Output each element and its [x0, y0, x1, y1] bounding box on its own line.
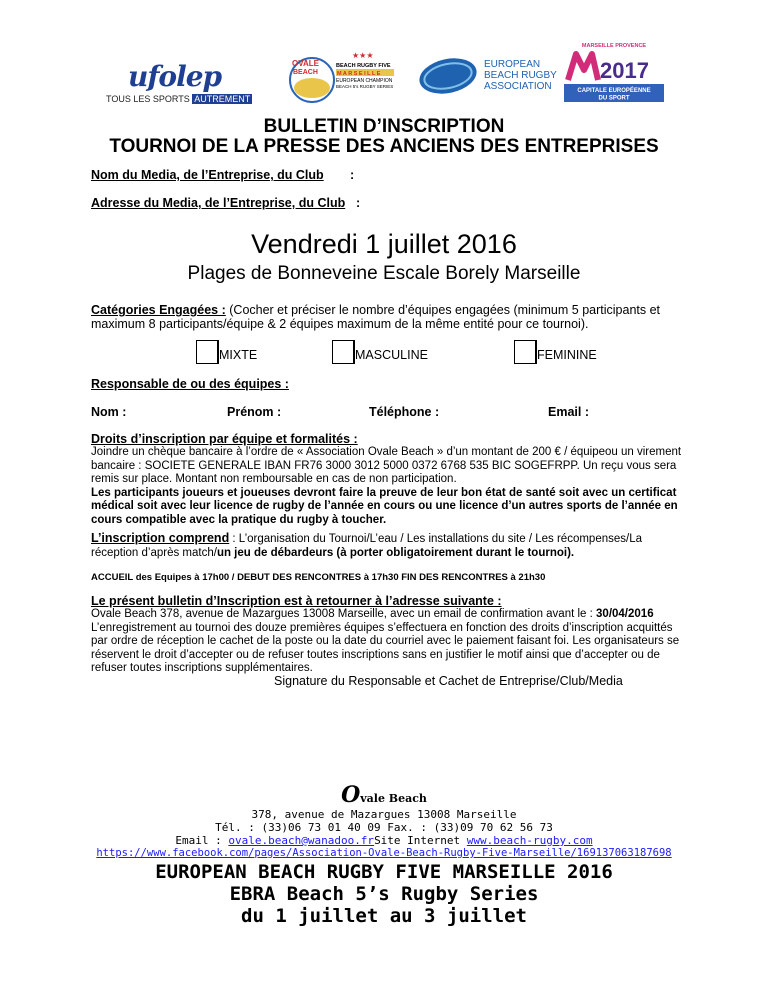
col-nom: Nom :	[91, 405, 127, 419]
categories-text: (Cocher et préciser le nombre d’équipes engagées (minimum 5 participants et maximum 8 participants/équipe & 2 équipes maximum de la même entité pour ce tournoi).	[91, 303, 661, 331]
ebra-logo-line2: BEACH RUGBY	[484, 70, 557, 81]
mp2017-logo	[562, 40, 666, 102]
field-nom-media-colon: :	[350, 168, 355, 182]
field-adresse-media-colon: :	[356, 196, 361, 210]
logo-strip	[0, 36, 768, 106]
ufolep-wordmark: ufolep	[128, 60, 222, 93]
field-adresse-media-label: Adresse du Media, de l’Entreprise, du Club	[91, 196, 346, 210]
droits-bold: Les participants joueurs et joueuses devront faire la preuve de leur bon état de santé soit avec un certificat médical soit avec leur licence de rugby de l’année en cours ou une licence d’un autres sports de l’année en cours compatible avec la pratique du rugby à toucher.	[91, 486, 678, 526]
ovale-logo-line3: EUROPEAN CHAMPION	[336, 78, 393, 84]
footer-site-link[interactable]: www.beach-rugby.com	[466, 834, 593, 847]
droits-label: Droits d’inscription par équipe et formalités :	[91, 432, 358, 446]
ufolep-logo	[106, 60, 286, 104]
footer-address: 378, avenue de Mazargues 13008 Marseille	[251, 808, 517, 821]
checkbox-feminine[interactable]	[514, 340, 537, 364]
accueil-schedule: ACCUEIL des Equipes à 17h00 / DEBUT DES RENCONTRES à 17h30 FIN DES RENCONTRES à 21h30	[91, 572, 546, 583]
footer-email-label: Email :	[175, 834, 229, 847]
retour-deadline: 30/04/2016	[596, 608, 654, 620]
retour-text1: Ovale Beach 378, avenue de Mazargues 13008 Marseille, avec un email de confirmation avant le :	[91, 608, 597, 620]
footer-brand-initial: O	[341, 782, 361, 808]
col-prenom: Prénom :	[227, 405, 282, 419]
ebra-logo-line3: ASSOCIATION	[484, 81, 552, 92]
categories-label: Catégories Engagées :	[91, 303, 226, 317]
event-place: Plages de Bonneveine Escale Borely Marseille	[187, 263, 581, 284]
inscription-bold: un jeu de débardeurs (à porter obligatoirement durant le tournoi).	[216, 546, 575, 559]
checkbox-mixte-label: MIXTE	[219, 348, 258, 362]
checkbox-masculine-label: MASCULINE	[355, 348, 428, 362]
field-nom-media	[91, 168, 324, 182]
checkbox-mixte[interactable]	[196, 340, 219, 364]
mp-logo-band2: DU SPORT	[598, 95, 630, 102]
footer-brand-rest: vale Beach	[360, 792, 427, 805]
page-title: BULLETIN D’INSCRIPTION	[263, 116, 505, 137]
checkbox-feminine-label: FEMININE	[537, 348, 597, 362]
inscription-text: : L’organisation du Tournoi/L’eau / Les installations du site / Les récompenses/La réception d’après match/	[91, 533, 642, 559]
retour-text2: L’enregistrement au tournoi des douze premières équipes s’effectuera en fonction des droits d’inscription acquittés par ordre de réception le cachet de la poste ou la date du courriel avec le paiement faisant foi. Les organisateurs se réservent le droit d’accepter ou de refuser toutes inscriptions sans en justifier le motif ainsi que d’accepter ou de refuser toutes inscriptions supplémentaires.	[91, 621, 680, 674]
ebra-logo-line1: EUROPEAN	[484, 59, 541, 70]
footer-email-link[interactable]: ovale.beach@wanadoo.fr	[228, 834, 375, 847]
footer-brand	[0, 782, 768, 808]
ebra-logo	[418, 54, 558, 98]
footer-event-dates: du 1 juillet au 3 juillet	[241, 905, 527, 927]
field-adresse-media	[91, 196, 345, 210]
footer-event-series: EBRA Beach 5’s Rugby Series	[229, 883, 539, 905]
retour-text	[91, 608, 691, 676]
ufolep-tag-right: AUTREMENT	[194, 94, 251, 104]
checkbox-masculine[interactable]	[332, 340, 355, 364]
footer-site-label: Site Internet	[374, 834, 467, 847]
footer-phone: Tél. : (33)06 73 01 40 09 Fax. : (33)09 70 62 56 73	[215, 821, 553, 834]
footer-facebook	[0, 847, 768, 861]
footer-contact	[0, 834, 768, 848]
inscription-section	[91, 532, 691, 560]
mp-logo-year: 2017	[600, 58, 649, 83]
ovale-logo-top: OVALE	[292, 59, 319, 68]
field-nom-media-label: Nom du Media, de l’Entreprise, du Club	[91, 168, 324, 182]
ovale-logo-line4: BEACH 5's RUGBY SERIES	[336, 84, 394, 89]
responsable-label: Responsable de ou des équipes :	[91, 377, 289, 391]
ufolep-tagline	[106, 94, 252, 104]
ovale-logo-line2: M A R S E I L L E	[337, 71, 381, 77]
footer-event-title: EUROPEAN BEACH RUGBY FIVE MARSEILLE 2016	[155, 861, 613, 883]
retour-label: Le présent bulletin d’Inscription est à retourner à l’adresse suivante :	[91, 594, 502, 608]
col-telephone: Téléphone :	[369, 405, 440, 419]
mp-logo-band1: CAPITALE EUROPÉENNE	[577, 88, 651, 94]
ovale-logo-bottom: BEACH	[293, 69, 318, 76]
stars-icon: ★★★	[352, 52, 374, 60]
inscription-label: L’inscription comprend	[91, 531, 230, 545]
ovale-beach-logo	[288, 52, 408, 104]
event-date: Vendredi 1 juillet 2016	[251, 229, 517, 259]
footer-facebook-link[interactable]: https://www.facebook.com/pages/Association-Ovale-Beach-Rugby-Five-Marseille/169137063187698	[96, 847, 672, 859]
categories-section	[91, 303, 691, 331]
col-email: Email :	[548, 405, 589, 419]
droits-body: Joindre un chèque bancaire à l’ordre de « Association Ovale Beach » d’un montant de 200 € / équipeou un virement bancaire : SOCIETE GENERALE IBAN FR76 3000 3012 5000 0372 6768 535 BIC SOGEFRPP. Un reçu vous sera remis sur place. Montant non remboursable en cas de non participation.	[91, 446, 682, 485]
ufolep-tag-left: TOUS LES SPORTS	[106, 94, 190, 104]
page-subtitle: TOURNOI DE LA PRESSE DES ANCIENS DES ENTREPRISES	[109, 136, 659, 157]
signature-line: Signature du Responsable et Cachet de Entreprise/Club/Media	[274, 674, 623, 688]
ovale-logo-line1: BEACH RUGBY FIVE	[336, 63, 391, 69]
droits-text	[91, 446, 691, 527]
mp-logo-top: MARSEILLE PROVENCE	[581, 43, 647, 49]
